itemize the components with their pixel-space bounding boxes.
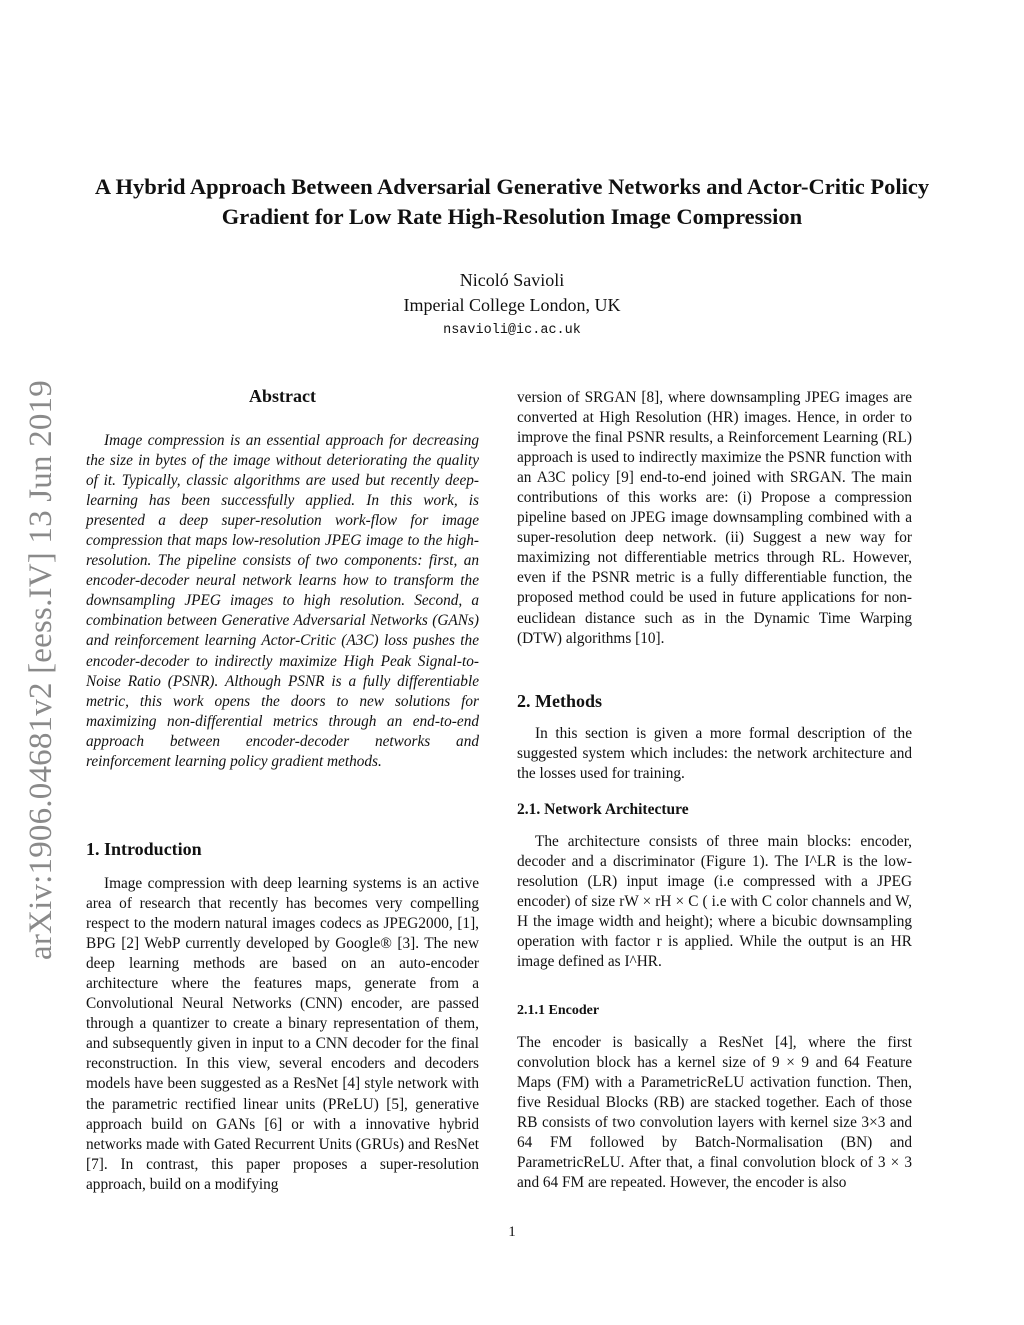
- abstract-heading: Abstract: [249, 386, 316, 406]
- intro-text: Image compression with deep learning systems is an active area of research that recently has becomes very compelling respect to the modern natural images codecs as JPEG2000, [1], BPG [2] WebP currently developed by Google® [3]. The new deep learning methods are based on an auto-encoder architecture where the features maps, generate from a Convolutional Neural Networks (CNN) encoder, are passed through a quantizer to create a binary representation of them, and subsequently given in input to a CNN decoder for the final reconstruction. In this view, several encoders and decoders models have been suggested as a ResNet [4] style network with the parametric rectified linear units (PReLU) [5], generative approach build on GANs [6] or with a innovative hybrid networks made with Gated Recurrent Units (GRUs) and ResNet [7]. In contrast, this paper proposes a super-resolution approach, build on a modifying: [86, 875, 479, 1193]
- author-affiliation: Imperial College London, UK: [403, 295, 621, 315]
- abstract-text: Image compression is an essential approach for decreasing the size in bytes of the image without deteriorating the quality of it. Typically, classic algorithms are used but recently deep-learning has been successfully applied. In this work, is presented a deep super-resolution work-flow for image compression that maps low-resolution JPEG image to the high-resolution. The pipeline consists of two components: first, an encoder-decoder neural network learns how to transform the downsampling JPEG images to high resolution. Second, a combination between Generative Adversarial Networks (GANs) and reinforcement learning Actor-Critic (A3C) loss pushes the encoder-decoder to indirectly maximize High Peak Signal-to-Noise Ratio (PSNR). Although PSNR is a fully differentiable metric, this work opens the doors to new solutions for maximizing non-differential metrics through an end-to-end approach between encoder-decoder networks and reinforcement learning policy gradient methods.: [86, 432, 479, 770]
- intro-heading: 1. Introduction: [86, 839, 202, 859]
- author-block: [262, 268, 762, 343]
- arxiv-identifier: arXiv:1906.04681v2 [eess.IV] 13 Jun 2019: [23, 380, 59, 960]
- methods-text: In this section is given a more formal description of the suggested system which includes: the network architecture and the losses used for training.: [517, 725, 912, 783]
- author-name: Nicoló Savioli: [459, 270, 565, 290]
- encoder-text: The encoder is basically a ResNet [4], where the first convolution block has a kernel size of 9 × 9 and 64 Feature Maps (FM) with a ParametricReLU activation function. Then, five Residual Blocks (RB) are stacked together. Each of those RB consists of two convolution layers with kernel size 3×3 and 64 FM followed by Batch-Normalisation (BN) and ParametricReLU. After that, a final convolution block of 3 × 3 and 64 FM are repeated. However, the encoder is also: [517, 1034, 912, 1192]
- page-number: 1: [508, 1224, 516, 1240]
- methods-heading: 2. Methods: [517, 691, 602, 711]
- network-body: [517, 832, 912, 972]
- abstract-body: [86, 431, 479, 772]
- encoder-heading: 2.1.1 Encoder: [517, 1003, 600, 1018]
- paper-title: A Hybrid Approach Between Adversarial Generative Networks and Actor-Critic Policy Gradient for Low Rate High-Resolution Image Compression: [94, 174, 930, 229]
- author-email[interactable]: nsavioli@ic.ac.uk: [443, 323, 581, 338]
- encoder-body: [517, 1033, 912, 1193]
- intro-continuation: [517, 388, 912, 649]
- network-text: The architecture consists of three main blocks: encoder, decoder and a discriminator (Figure 1). The I^LR is the low-resolution (LR) input image (i.e compressed with a JPEG encoder) of size rW × rH × C ( i.e with C color channels and W, H the image width and height); where a bicubic downsampling operation with factor r is applied. While the output is an HR image defined as I^HR.: [517, 833, 912, 971]
- network-heading: 2.1. Network Architecture: [517, 801, 689, 818]
- methods-body: [517, 724, 912, 784]
- intro-body: [86, 874, 479, 1195]
- intro-continuation-text: version of SRGAN [8], where downsampling JPEG images are converted at High Resolution (HR) images. Hence, in order to improve the final PSNR results, a Reinforcement Learning (RL) approach is used to indirectly maximize the PSNR function with an A3C policy [9] end-to-end joined with SRGAN. The main contributions of this works are: (i) Propose a compression pipeline based on JPEG image downsampling combined with a super-resolution deep network. (ii) Suggest a new way for maximizing not differentiable metrics through RL. However, even if the PSNR metric is a fully differentiable function, the proposed method could be used in future applications for non-euclidean distance such as in the Dynamic Time Warping (DTW) algorithms [10].: [517, 389, 912, 647]
